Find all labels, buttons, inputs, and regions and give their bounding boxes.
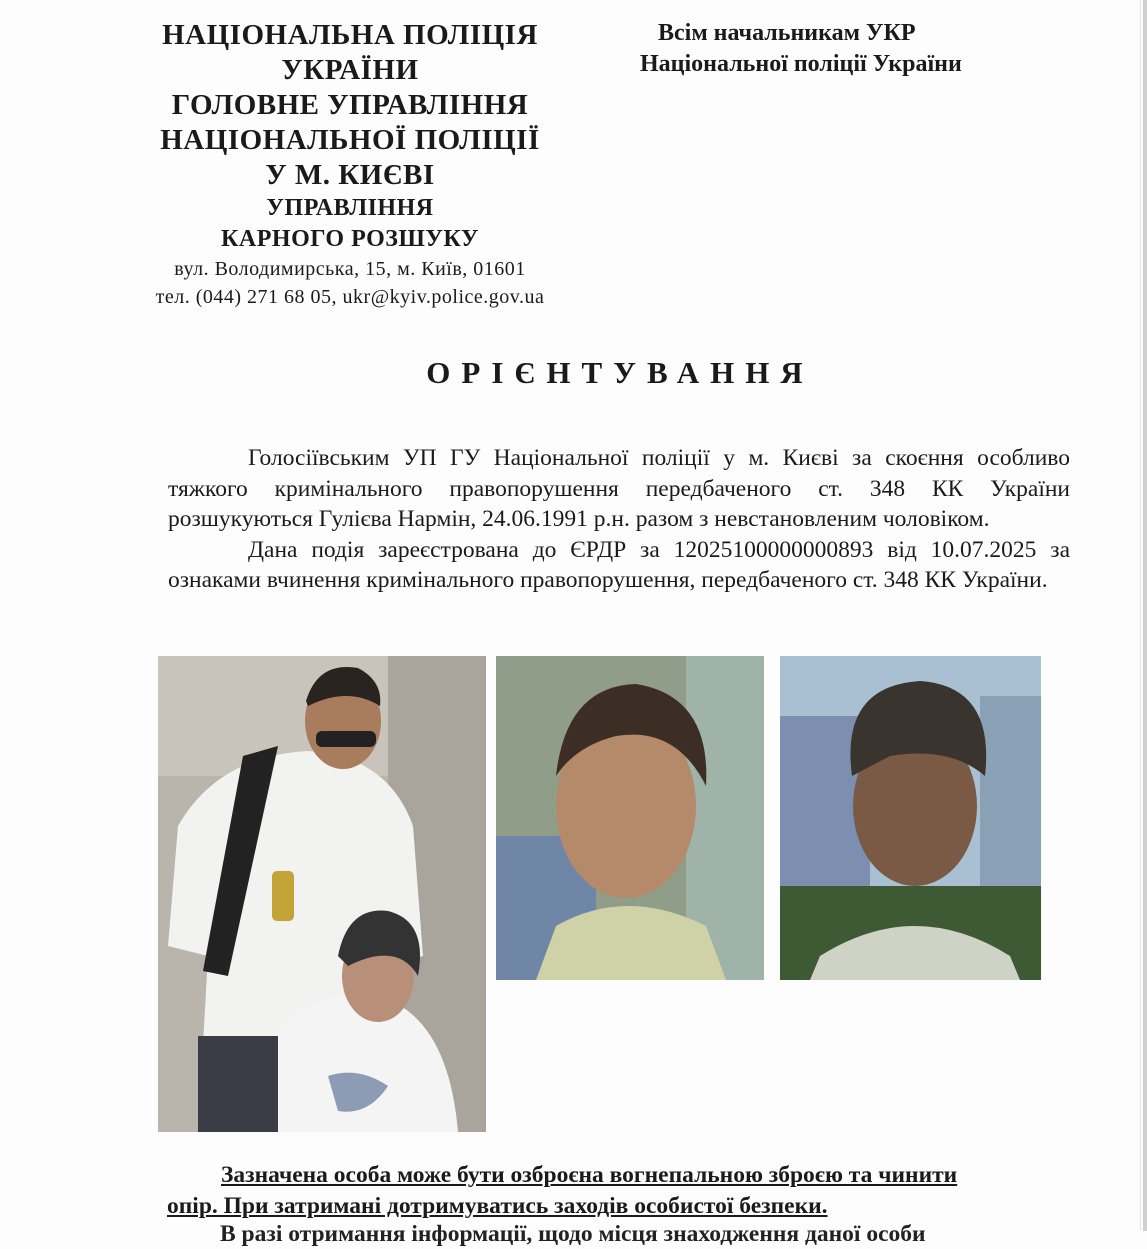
- org-line: НАЦІОНАЛЬНА ПОЛІЦІЯ: [162, 19, 538, 51]
- addressee-line: Всім начальникам УКР: [658, 20, 916, 46]
- addressee-line: Національної поліції України: [640, 51, 962, 77]
- man-closeup-photo: [780, 656, 1041, 980]
- org-line: ГОЛОВНЕ УПРАВЛІННЯ: [171, 89, 529, 121]
- addressee-block: [640, 18, 1040, 80]
- notice-body: [168, 443, 1070, 596]
- org-line: НАЦІОНАЛЬНОЇ ПОЛІЦІЇ: [160, 124, 540, 156]
- org-line: У М. КИЄВІ: [265, 159, 435, 191]
- issuer-address: вул. Володимирська, 15, м. Київ, 01601: [174, 258, 526, 280]
- woman-closeup-photo: [496, 656, 764, 980]
- issuer-block: [130, 18, 570, 311]
- dept-line: КАРНОГО РОЗШУКУ: [221, 226, 479, 252]
- org-line: УКРАЇНИ: [281, 54, 419, 86]
- warning-line: Зазначена особа може бути озброєна вогнепальною зброєю та чинити: [221, 1162, 958, 1188]
- body-paragraph: Голосіївським УП ГУ Національної поліції у м. Києві за скоєння особливо тяжкого кримінального правопорушення передбаченого ст. 348 КК України розшукуються Гулієва Нармін, 24.06.1991 р.н. разом з невстановленим чоловіком.: [168, 445, 1070, 532]
- body-paragraph: Дана подія зареєстрована до ЄРДР за 12025100000000893 від 10.07.2025 за ознаками вчинення кримінального правопорушення, передбаченого ст. 348 КК України.: [168, 536, 1070, 593]
- page-edge: [1143, 0, 1147, 1231]
- cctv-photo-pair: [158, 656, 486, 1132]
- document-title: ОРІЄНТУВАННЯ: [426, 355, 814, 390]
- armed-warning: [167, 1160, 1072, 1222]
- dept-line: УПРАВЛІННЯ: [266, 195, 434, 221]
- issuer-contacts: тел. (044) 271 68 05, ukr@kyiv.police.gov.ua: [155, 286, 545, 308]
- warning-line: опір. При затримані дотримуватись заходів особистої безпеки.: [167, 1193, 828, 1219]
- page-edge-line: [1140, 0, 1141, 1231]
- cutoff-text: В разі отримання інформації, щодо місця знаходження даної особи: [220, 1221, 926, 1247]
